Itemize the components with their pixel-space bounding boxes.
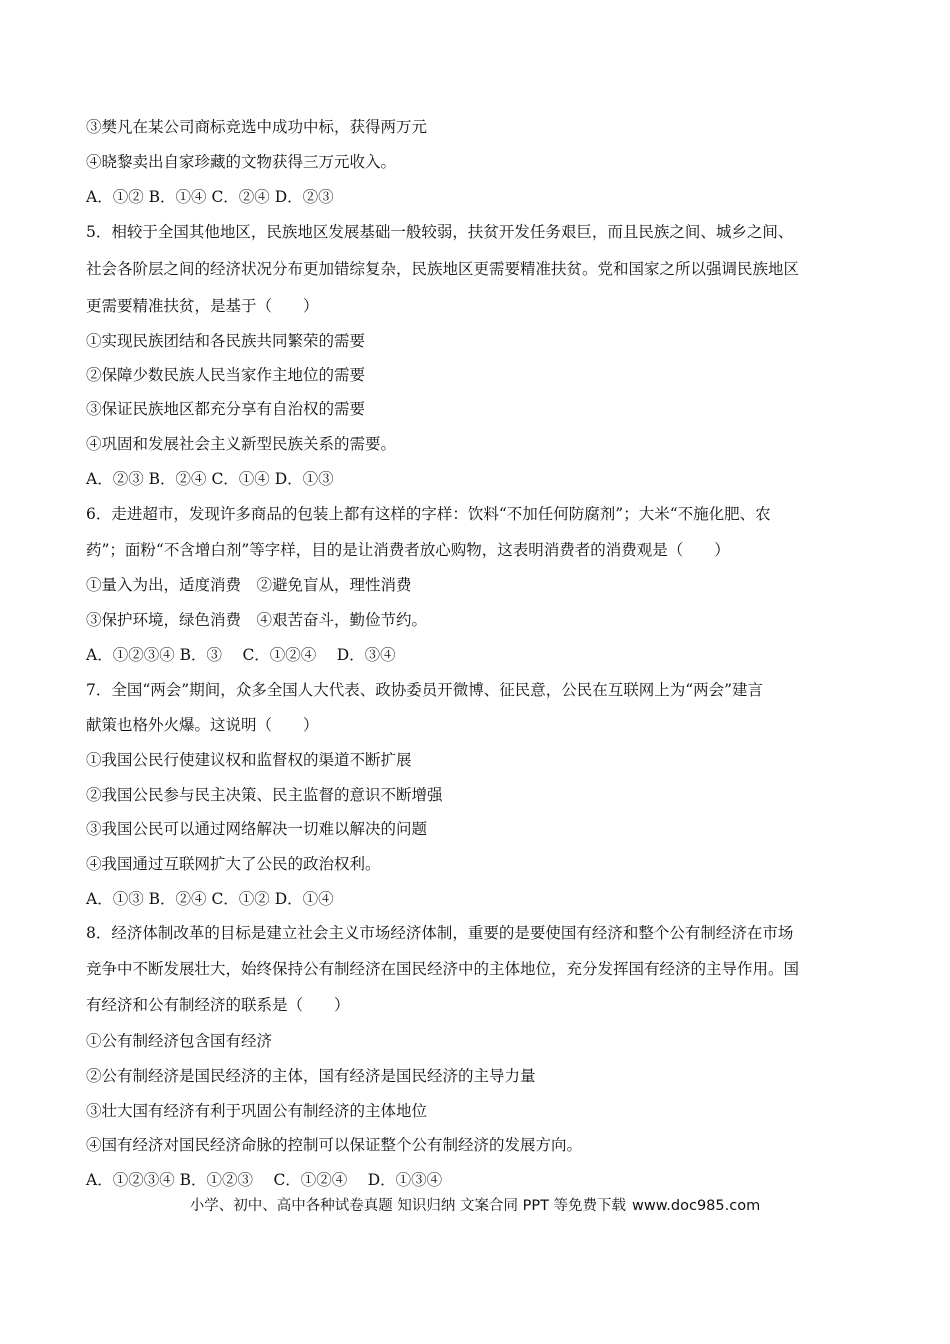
- q8-option-3: ③壮大国有经济有利于巩固公有制经济的主体地位: [86, 1102, 428, 1120]
- q6-options-1-2: ①量入为出，适度消费 ②避免盲从，理性消费: [86, 576, 412, 594]
- q4-option-3: ③樊凡在某公司商标竞选中成功中标，获得两万元: [86, 118, 428, 136]
- q5-option-4: ④巩固和发展社会主义新型民族关系的需要。: [86, 435, 397, 453]
- q5-stem-line-3: 更需要精准扶贫，是基于（ ）: [86, 297, 319, 315]
- q5-option-1: ①实现民族团结和各民族共同繁荣的需要: [86, 332, 366, 350]
- q7-option-2: ②我国公民参与民主决策、民主监督的意识不断增强: [86, 786, 443, 804]
- q8-stem-line-1: 8．经济体制改革的目标是建立社会主义市场经济体制，重要的是要使国有经济和整个公有制经济在市场: [86, 924, 794, 942]
- q7-stem-line-2: 献策也格外火爆。这说明（ ）: [86, 716, 319, 734]
- q8-stem-line-2: 竞争中不断发展壮大，始终保持公有制经济在国民经济中的主体地位，充分发挥国有经济的主导作用。国: [86, 960, 800, 978]
- q7-option-3: ③我国公民可以通过网络解决一切难以解决的问题: [86, 820, 428, 838]
- q8-option-4: ④国有经济对国民经济命脉的控制可以保证整个公有制经济的发展方向。: [86, 1136, 583, 1154]
- q5-answer-choices: A．②③ B．②④ C．①④ D．①③: [86, 470, 334, 488]
- q5-stem-line-2: 社会各阶层之间的经济状况分布更加错综复杂，民族地区更需要精准扶贫。党和国家之所以强调民族地区: [86, 260, 800, 278]
- q7-option-4: ④我国通过互联网扩大了公民的政治权利。: [86, 855, 381, 873]
- q5-option-3: ③保证民族地区都充分享有自治权的需要: [86, 400, 366, 418]
- q4-answer-choices: A．①② B．①④ C．②④ D．②③: [86, 188, 334, 206]
- q5-option-2: ②保障少数民族人民当家作主地位的需要: [86, 366, 366, 384]
- q7-option-1: ①我国公民行使建议权和监督权的渠道不断扩展: [86, 751, 412, 769]
- q8-option-1: ①公有制经济包含国有经济: [86, 1032, 273, 1050]
- q7-answer-choices: A．①③ B．②④ C．①② D．①④: [86, 890, 334, 908]
- q4-option-4: ④晓黎卖出自家珍藏的文物获得三万元收入。: [86, 153, 397, 171]
- footer-url-link[interactable]: www.doc985.com: [632, 1198, 761, 1214]
- q7-stem-line-1: 7．全国“两会”期间，众多全国人大代表、政协委员开微博、征民意，公民在互联网上为“两会”建言: [86, 681, 764, 699]
- q6-answer-choices: A．①②③④ B．③ C．①②④ D．③④: [86, 646, 396, 664]
- q6-stem-line-2: 药”；面粉“不含增白剂”等字样，目的是让消费者放心购物，这表明消费者的消费观是（ ）: [86, 541, 730, 559]
- q5-stem-line-1: 5．相较于全国其他地区，民族地区发展基础一般较弱，扶贫开发任务艰巨，而且民族之间、城乡之间、: [86, 223, 794, 241]
- q8-option-2: ②公有制经济是国民经济的主体，国有经济是国民经济的主导力量: [86, 1067, 536, 1085]
- q6-options-3-4: ③保护环境，绿色消费 ④艰苦奋斗，勤俭节约。: [86, 611, 428, 629]
- q8-stem-line-3: 有经济和公有制经济的联系是（ ）: [86, 996, 350, 1014]
- page-footer: [0, 1196, 950, 1216]
- q8-answer-choices: A．①②③④ B．①②③ C．①②④ D．①③④: [86, 1171, 443, 1189]
- footer-text: 小学、初中、高中各种试卷真题 知识归纳 文案合同 PPT 等免费下载: [189, 1198, 627, 1214]
- q6-stem-line-1: 6．走进超市，发现许多商品的包装上都有这样的字样：饮料“不加任何防腐剂”；大米“不施化肥、农: [86, 505, 771, 523]
